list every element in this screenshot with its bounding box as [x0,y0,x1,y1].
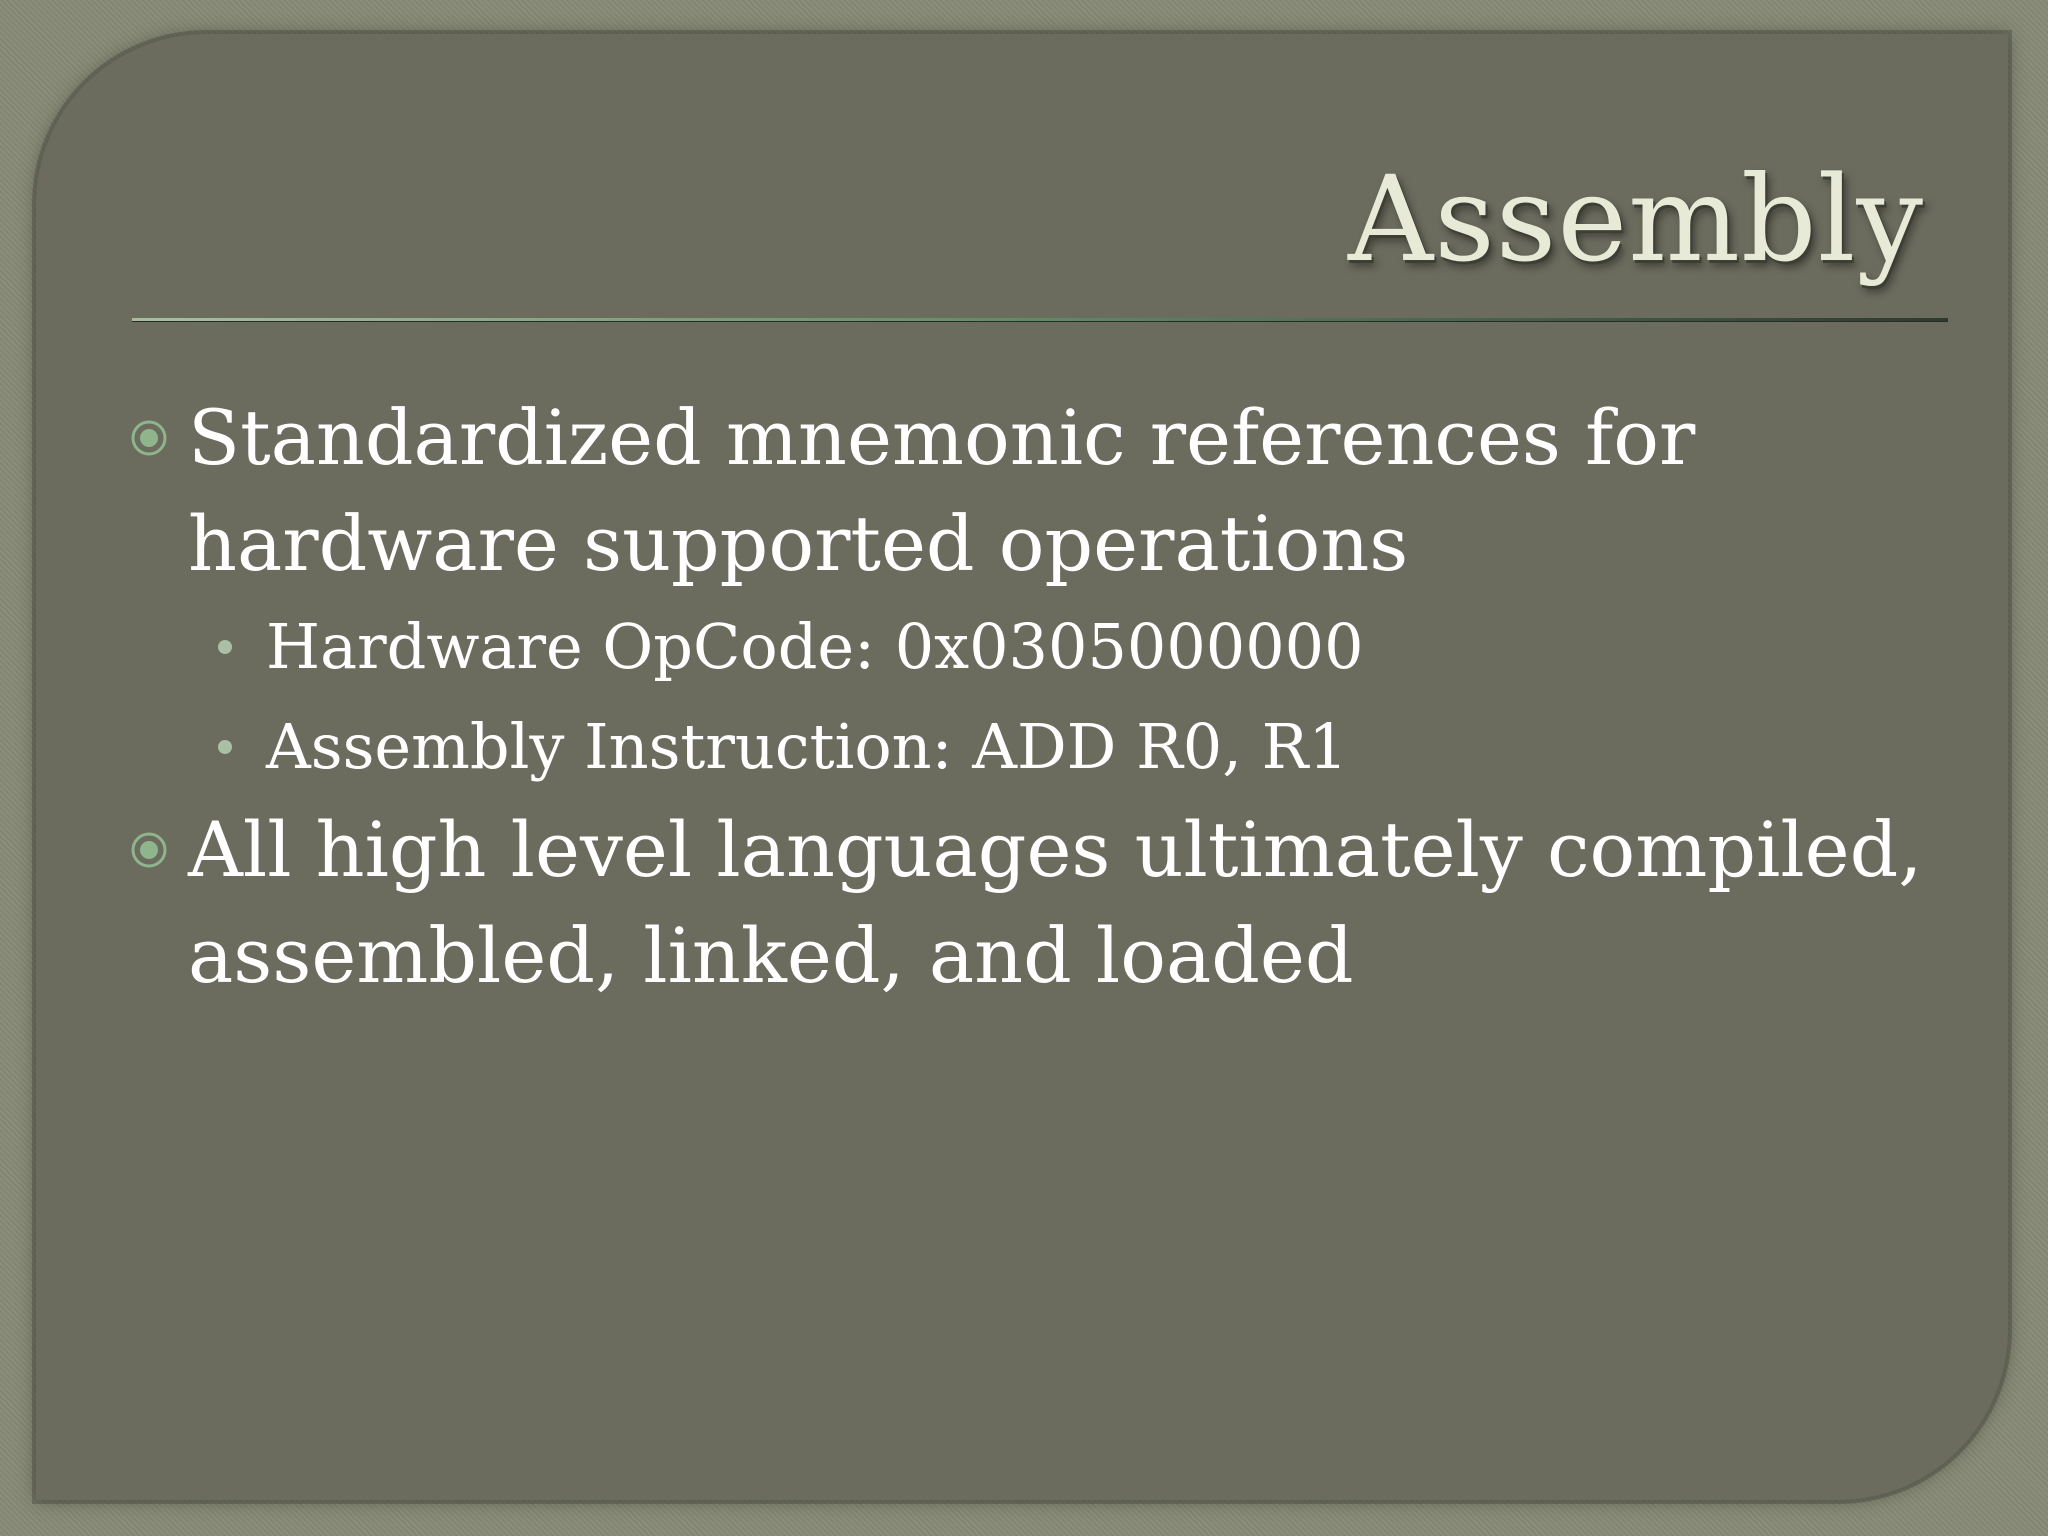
circle-target-icon [130,831,168,869]
bullet-item [130,385,1970,597]
slide-body [130,385,1970,1009]
bullet-text: Standardized mnemonic references for hardware supported operations [188,393,1696,588]
dot-icon [218,640,232,654]
dot-icon [218,740,232,754]
bullet-item [130,797,1970,1009]
sub-bullet-text: Assembly Instruction: ADD R0, R1 [266,710,1348,783]
circle-target-icon [130,419,168,457]
sub-bullet-text: Hardware OpCode: 0x0305000000 [266,610,1364,683]
bullet-text: All high level languages ultimately compiled, assembled, linked, and loaded [188,805,1923,1000]
sub-bullet-item [130,597,1970,697]
title-divider-shadow [132,321,1948,322]
slide-title: Assembly [1348,150,1924,288]
sub-bullet-item [130,697,1970,797]
